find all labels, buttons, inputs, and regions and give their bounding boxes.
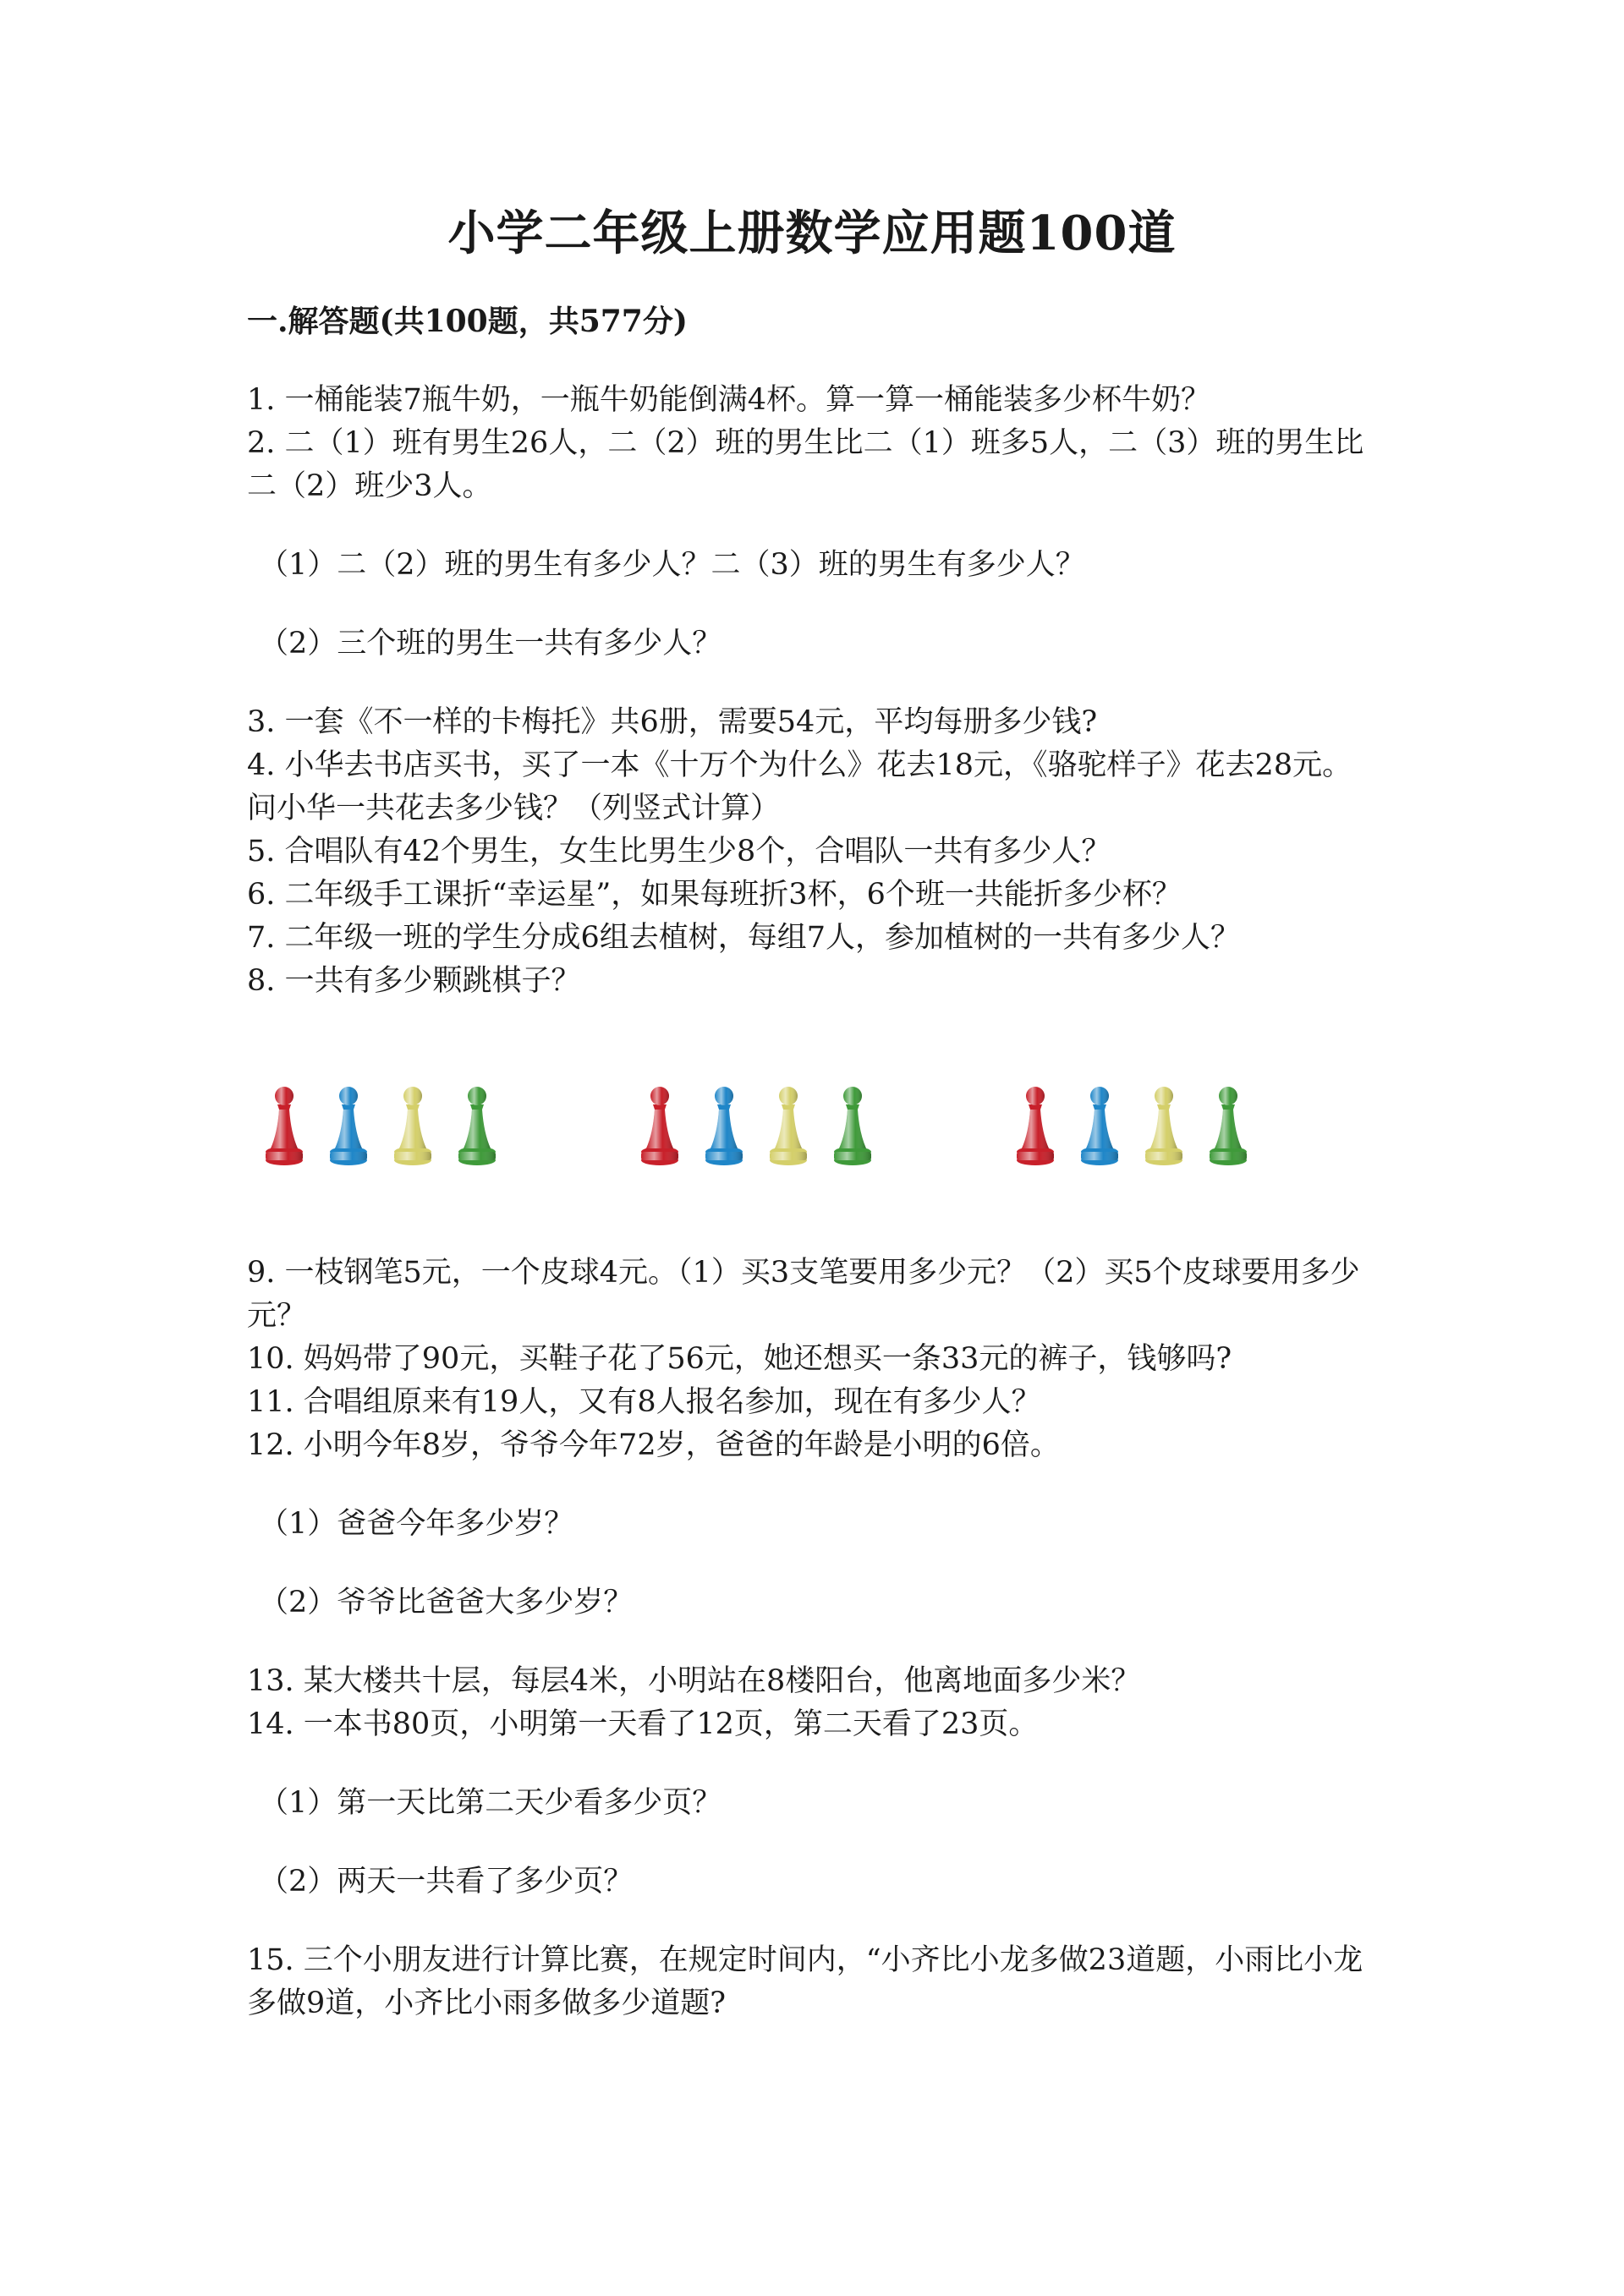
question-6: 6. 二年级手工课折“幸运星”，如果每班折3杯，6个班一共能折多少杯？ bbox=[247, 878, 1182, 912]
question-13: 13. 某大楼共十层，每层4米，小明站在8楼阳台，他离地面多少米？ bbox=[247, 1664, 1141, 1698]
blue-pawn-icon bbox=[1074, 1084, 1125, 1169]
question-7: 7. 二年级一班的学生分成6组去植树，每组7人，参加植树的一共有多少人？ bbox=[247, 921, 1241, 955]
question-15: 15. 三个小朋友进行计算比赛，在规定时间内，“小齐比小龙多做23道题，小雨比小龙多做9道，小齐比小雨多做多少道题? bbox=[247, 1943, 1363, 2020]
question-2-part-1: （1）二（2）班的男生有多少人？二（3）班的男生有多少人？ bbox=[259, 548, 1085, 582]
green-pawn-icon bbox=[827, 1084, 878, 1169]
question-9: 9. 一枝钢笔5元，一个皮球4元。（1）买3支笔要用多少元？（2）买5个皮球要用多少元？ bbox=[247, 1256, 1360, 1333]
yellow-pawn-icon bbox=[763, 1084, 814, 1169]
question-12-part-1: （1）爸爸今年多少岁？ bbox=[259, 1507, 574, 1541]
red-pawn-icon bbox=[634, 1084, 685, 1169]
question-2: 2. 二（1）班有男生26人，二（2）班的男生比二（1）班多5人，二（3）班的男生比二（2）班少3人。 bbox=[247, 426, 1364, 503]
question-12: 12. 小明今年8岁，爷爷今年72岁，爸爸的年龄是小明的6倍。 bbox=[247, 1428, 1060, 1462]
question-11: 11. 合唱组原来有19人，又有8人报名参加，现在有多少人？ bbox=[247, 1385, 1041, 1419]
page-title: 小学二年级上册数学应用题100道 bbox=[447, 205, 1177, 261]
question-3: 3. 一套《不一样的卡梅托》共6册，需要54元，平均每册多少钱? bbox=[247, 705, 1098, 739]
checker-pieces-illustration bbox=[0, 1076, 1624, 1177]
question-8: 8. 一共有多少颗跳棋子？ bbox=[247, 964, 581, 998]
red-pawn-icon bbox=[1010, 1084, 1061, 1169]
question-list bbox=[247, 379, 1380, 2025]
question-10: 10. 妈妈带了90元，买鞋子花了56元，她还想买一条33元的裤子，钱够吗? bbox=[247, 1342, 1232, 1376]
blue-pawn-icon bbox=[323, 1084, 374, 1169]
green-pawn-icon bbox=[452, 1084, 502, 1169]
yellow-pawn-icon bbox=[1138, 1084, 1189, 1169]
section-heading: 一.解答题(共100题，共577分) bbox=[247, 304, 688, 339]
green-pawn-icon bbox=[1203, 1084, 1254, 1169]
question-1: 1. 一桶能装7瓶牛奶，一瓶牛奶能倒满4杯。算一算一桶能装多少杯牛奶？ bbox=[247, 383, 1211, 417]
question-2-part-2: （2）三个班的男生一共有多少人？ bbox=[259, 627, 722, 660]
question-14-part-1: （1）第一天比第二天少看多少页？ bbox=[259, 1786, 722, 1820]
question-14-part-2: （2）两天一共看了多少页？ bbox=[259, 1865, 634, 1899]
question-14: 14. 一本书80页，小明第一天看了12页，第二天看了23页。 bbox=[247, 1707, 1039, 1741]
question-4: 4. 小华去书店买书，买了一本《十万个为什么》花去18元，《骆驼样子》花去28元。问小华一共花去多少钱？（列竖式计算） bbox=[247, 748, 1352, 825]
red-pawn-icon bbox=[259, 1084, 310, 1169]
yellow-pawn-icon bbox=[387, 1084, 438, 1169]
blue-pawn-icon bbox=[699, 1084, 749, 1169]
question-12-part-2: （2）爷爷比爸爸大多少岁？ bbox=[259, 1586, 634, 1619]
question-5: 5. 合唱队有42个男生，女生比男生少8个，合唱队一共有多少人？ bbox=[247, 835, 1111, 869]
